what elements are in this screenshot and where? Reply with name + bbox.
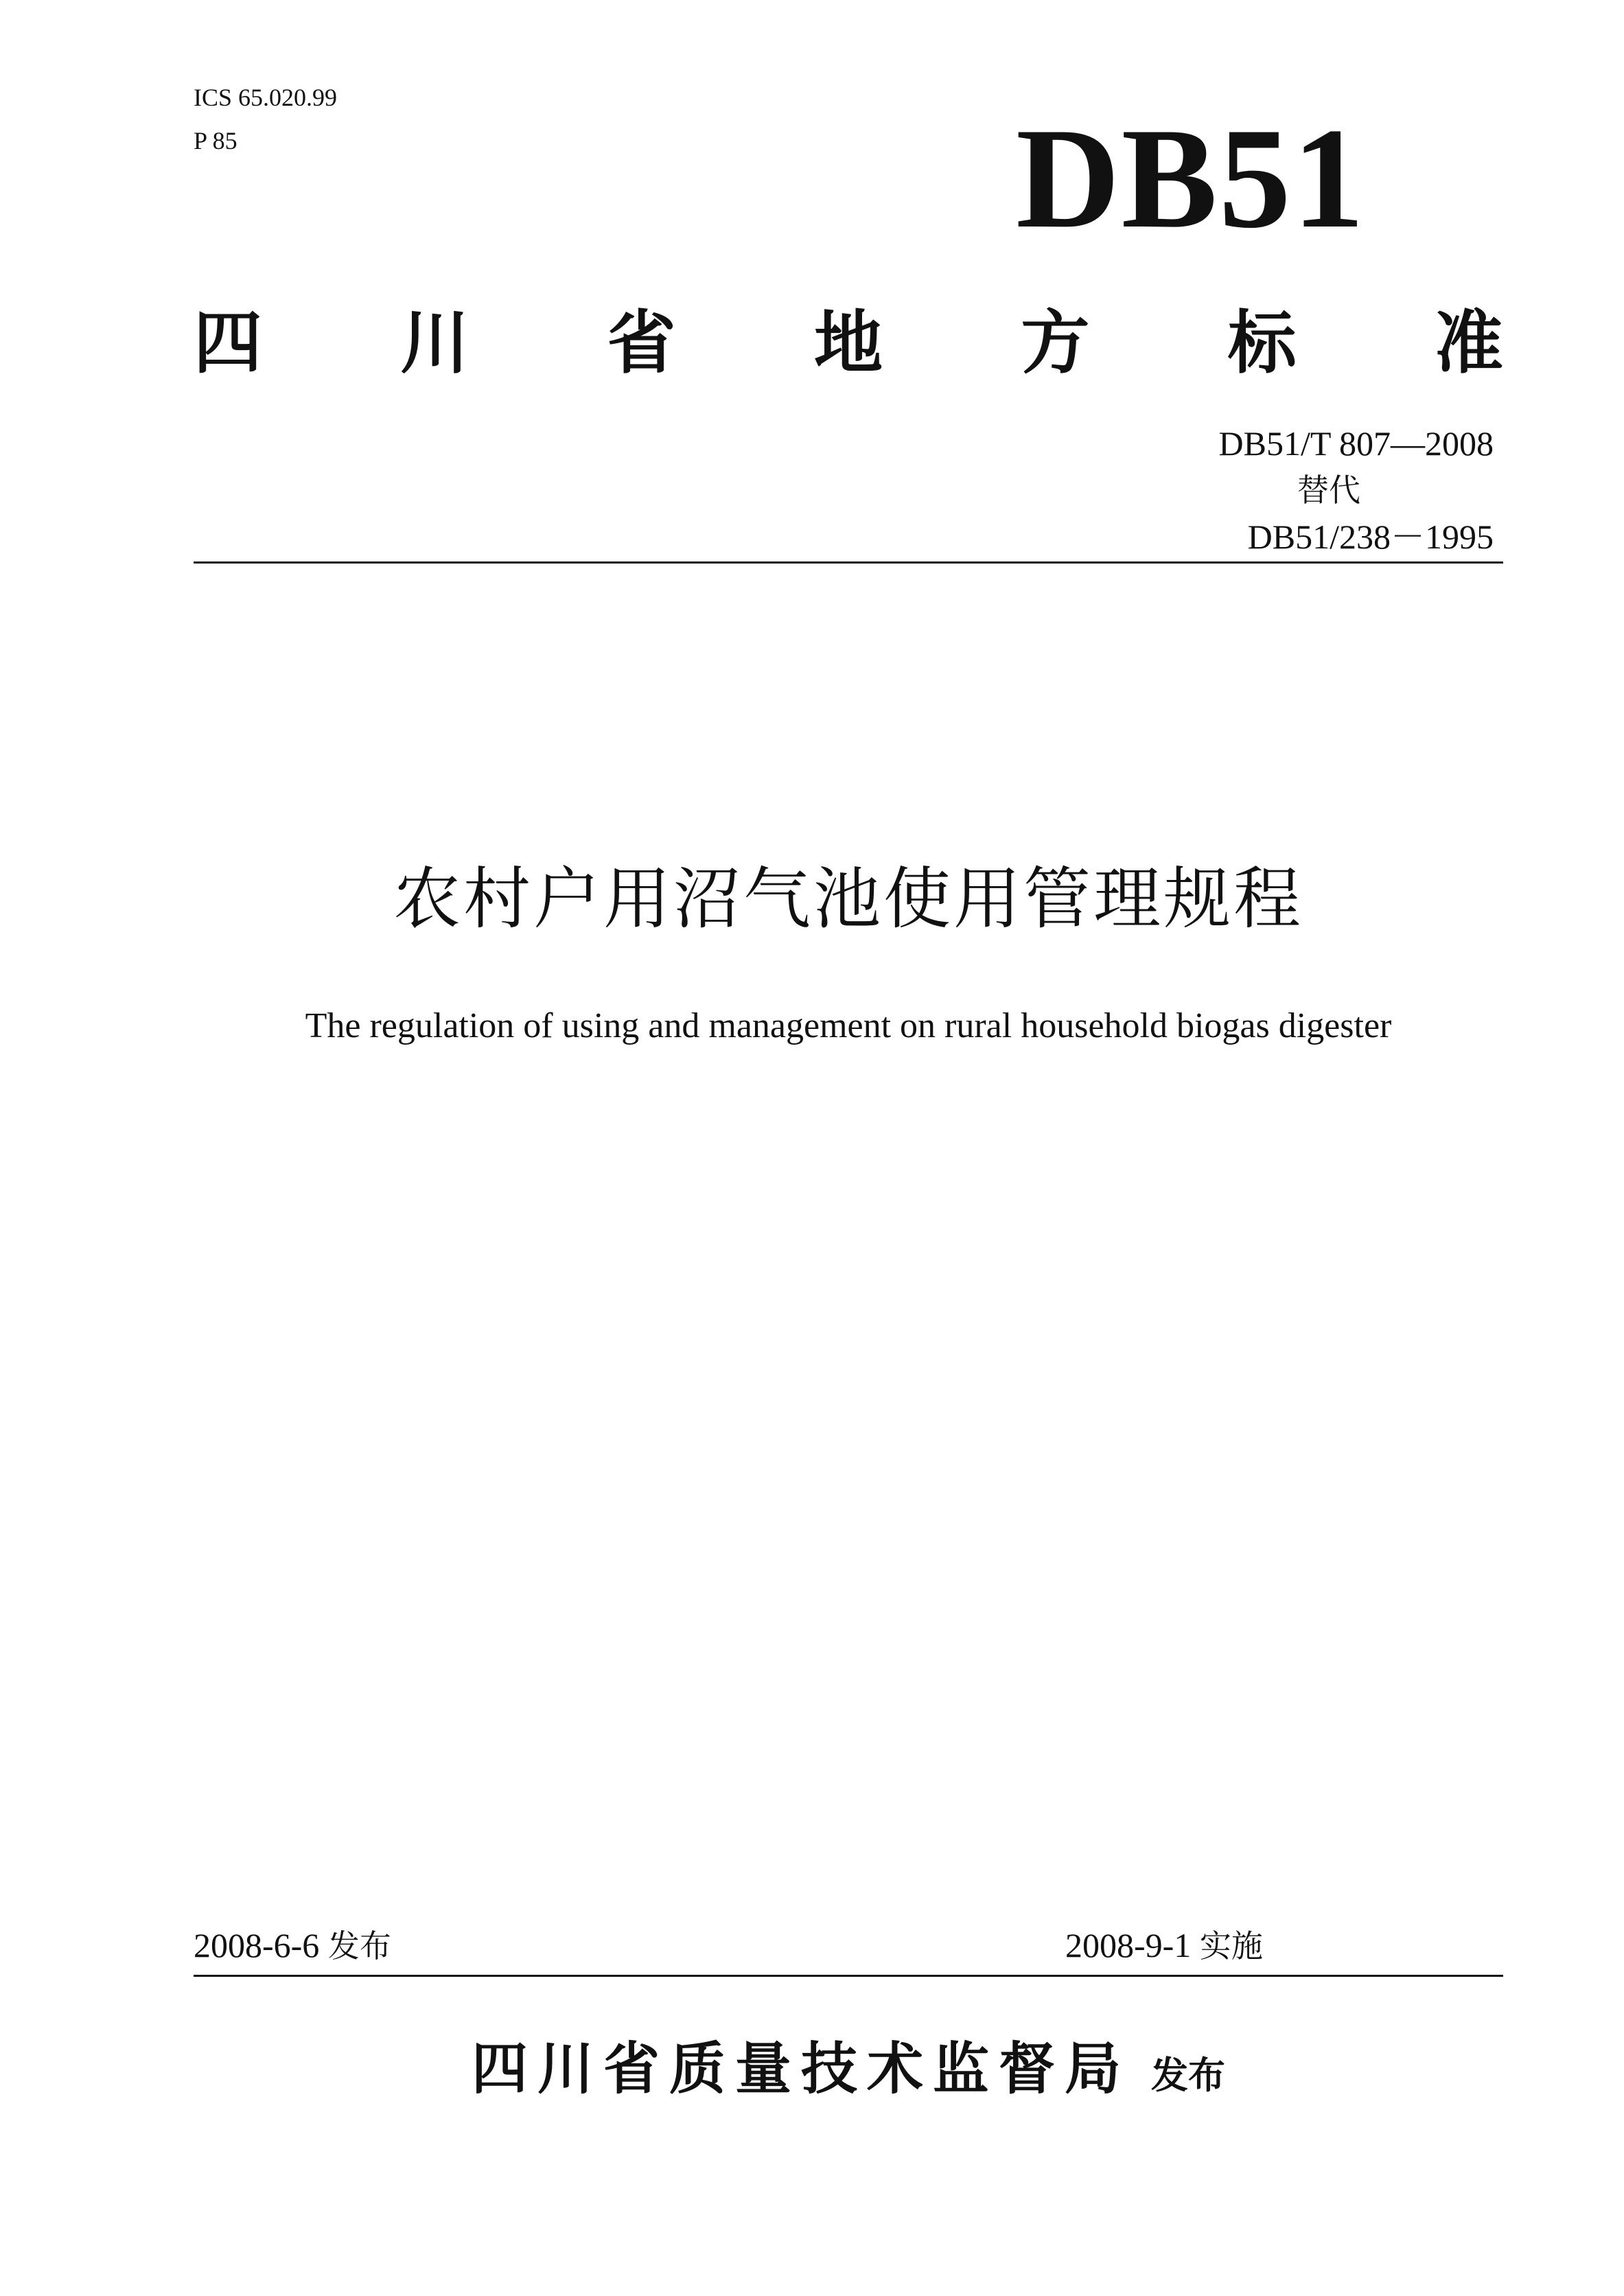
implement-date: 2008-9-1 (1065, 1926, 1192, 1964)
publish-date-block (194, 1922, 391, 1969)
classification-code: P 85 (194, 127, 237, 154)
standard-code: DB51/T 807—2008 (1218, 424, 1494, 463)
chinese-title: 农村户用沼气池使用管理规程 (393, 860, 1303, 938)
bottom-divider (194, 1975, 1503, 1977)
implement-label: 实施 (1199, 1927, 1263, 1964)
ics-code: ICS 65.020.99 (194, 84, 338, 111)
publish-date: 2008-6-6 (194, 1926, 320, 1964)
standard-type-char: 地 (813, 303, 883, 383)
replaced-standard-code: DB51/238－1995 (1247, 518, 1494, 556)
issuer-suffix: 发布 (1151, 2054, 1225, 2097)
db51-logo: DB51 (1016, 99, 1366, 258)
implement-date-block (1065, 1922, 1263, 1969)
top-divider (194, 561, 1503, 564)
standard-type-heading (194, 292, 1503, 395)
english-title: The regulation of using and management on rural household biogas digester (305, 1006, 1392, 1045)
standard-codes-block (1082, 420, 1494, 560)
standard-type-char: 四 (194, 303, 262, 383)
issuer-line (194, 2032, 1503, 2113)
publish-label: 发布 (327, 1927, 391, 1964)
standard-type-char: 省 (607, 303, 676, 383)
standard-type-char: 方 (1021, 303, 1090, 383)
standard-type-char: 标 (1227, 303, 1297, 383)
standard-type-char: 川 (400, 303, 469, 383)
issuer-name: 四川省质量技术监督局 (471, 2037, 1130, 2102)
replaces-label: 替代 (1297, 472, 1360, 509)
standard-type-char: 准 (1434, 303, 1503, 383)
